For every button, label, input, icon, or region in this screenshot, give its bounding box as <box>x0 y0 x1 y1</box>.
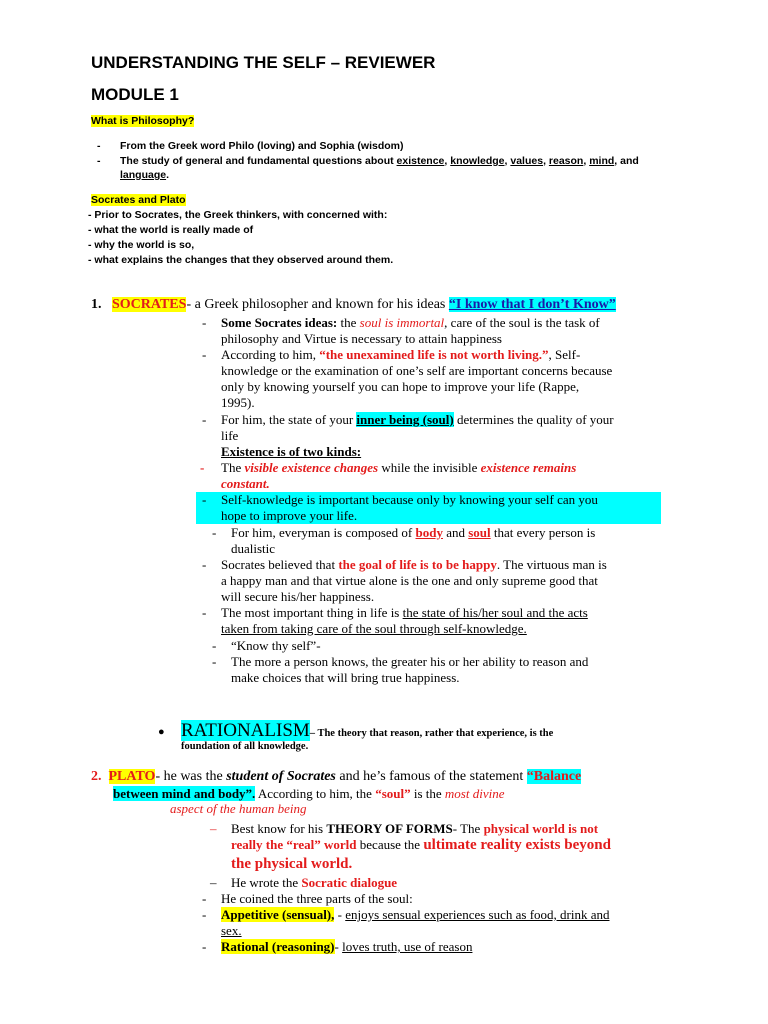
bullet-icon: ● <box>158 726 165 738</box>
philosophy-item-2: The study of general and fundamental questions about existence, knowledge, values, reason, mind, and <box>120 155 639 167</box>
philosophy-item-2-cont: language. <box>120 169 170 181</box>
list-dash: - <box>202 557 207 572</box>
socrates-point-7: For him, everyman is composed of body and soul that every person is <box>231 525 596 540</box>
socrates-point-1-cont: philosophy and Virtue is necessary to attain happiness <box>221 331 502 346</box>
plato-line-3: aspect of the human being <box>170 801 307 816</box>
intro-line-2: - what the world is really made of <box>88 224 254 236</box>
list-dash: – <box>210 875 217 890</box>
socrates-point-8-cont: will secure his/her happiness. <box>221 589 375 604</box>
socrates-point-8-cont: a happy man and that virtue alone is the one and only supreme good that <box>221 573 598 588</box>
socrates-point-6: Self-knowledge is important because only by knowing your self can you <box>221 492 598 507</box>
plato-line-2: between mind and body”. According to him, the “soul” is the most divine <box>113 786 505 801</box>
list-dash: - <box>202 907 207 922</box>
list-dash: - <box>212 525 217 540</box>
intro-line-3: - why the world is so, <box>88 239 195 251</box>
list-dash: - <box>202 605 207 620</box>
socrates-point-2: According to him, “the unexamined life is not worth living.”, Self- <box>221 347 581 362</box>
list-dash: - <box>202 412 207 427</box>
plato-point-5: Rational (reasoning)- loves truth, use of reason <box>221 939 473 954</box>
rationalism-def-cont: foundation of all knowledge. <box>181 741 309 752</box>
socrates-point-2-cont: knowledge or the examination of one’s self are important concerns because <box>221 363 613 378</box>
socrates-plato-heading: Socrates and Plato <box>91 194 186 206</box>
list-dash: - <box>202 492 207 507</box>
socrates-point-3: For him, the state of your inner being (soul) determines the quality of your <box>221 412 614 427</box>
list-dash: - <box>97 155 101 167</box>
intro-line-1: - Prior to Socrates, the Greek thinkers, with concerned with: <box>88 209 388 221</box>
plato-point-2: He wrote the Socratic dialogue <box>231 875 398 890</box>
list-dash: - <box>200 460 205 475</box>
philosophy-item-1: From the Greek word Philo (loving) and Sophia (wisdom) <box>120 140 404 152</box>
document-title: UNDERSTANDING THE SELF – REVIEWER <box>91 53 436 72</box>
list-dash: - <box>97 140 101 152</box>
socrates-point-5: The visible existence changes while the invisible existence remains <box>221 460 577 475</box>
list-dash: - <box>202 315 207 330</box>
list-dash: - <box>212 638 217 653</box>
socrates-point-6-cont: hope to improve your life. <box>221 508 358 523</box>
socrates-point-7-cont: dualistic <box>231 541 276 556</box>
list-dash: - <box>202 939 207 954</box>
socrates-point-3-cont: life <box>221 428 239 443</box>
intro-line-4: - what explains the changes that they observed around them. <box>88 254 394 266</box>
plato-point-1: Best know for his THEORY OF FORMS- The physical world is not <box>231 821 599 836</box>
plato-point-4-cont: sex. <box>221 923 242 938</box>
socrates-point-5-cont: constant. <box>221 476 270 491</box>
socrates-point-10: “Know thy self”- <box>231 638 321 653</box>
plato-point-1-cont: the physical world. <box>231 856 353 872</box>
socrates-point-2-cont: 1995). <box>221 395 255 410</box>
socrates-point-9: The most important thing in life is the state of his/her soul and the acts <box>221 605 588 620</box>
plato-point-1-cont: really the “real” world because the ultimate reality exists beyond <box>231 837 611 853</box>
socrates-point-1: Some Socrates ideas: the soul is immortal, care of the soul is the task of <box>221 315 600 330</box>
list-dash: - <box>202 891 207 906</box>
module-heading: MODULE 1 <box>91 85 179 104</box>
rationalism-line: RATIONALISM– The theory that reason, rather that experience, is the <box>181 720 554 741</box>
plato-point-3: He coined the three parts of the soul: <box>221 891 413 906</box>
list-dash: - <box>212 654 217 669</box>
plato-point-4: Appetitive (sensual), - enjoys sensual experiences such as food, drink and <box>221 907 610 922</box>
existence-heading: Existence is of two kinds: <box>221 444 362 459</box>
socrates-point-9-cont: taken from taking care of the soul through self-knowledge. <box>221 621 527 636</box>
socrates-point-11: The more a person knows, the greater his or her ability to reason and <box>231 654 589 669</box>
socrates-point-11-cont: make choices that will bring true happiness. <box>231 670 460 685</box>
socrates-point-2-cont: only by knowing yourself you can hope to improve your life (Rappe, <box>221 379 580 394</box>
list-dash: - <box>202 347 207 362</box>
socrates-point-8: Socrates believed that the goal of life is to be happy. The virtuous man is <box>221 557 607 572</box>
socrates-line: 1. SOCRATES- a Greek philosopher and known for his ideas “I know that I don’t Know” <box>91 297 616 312</box>
plato-line: 2. PLATO- he was the student of Socrates and he’s famous of the statement “Balance <box>91 769 582 784</box>
list-dash: – <box>210 821 217 836</box>
philosophy-heading: What is Philosophy? <box>91 115 195 127</box>
